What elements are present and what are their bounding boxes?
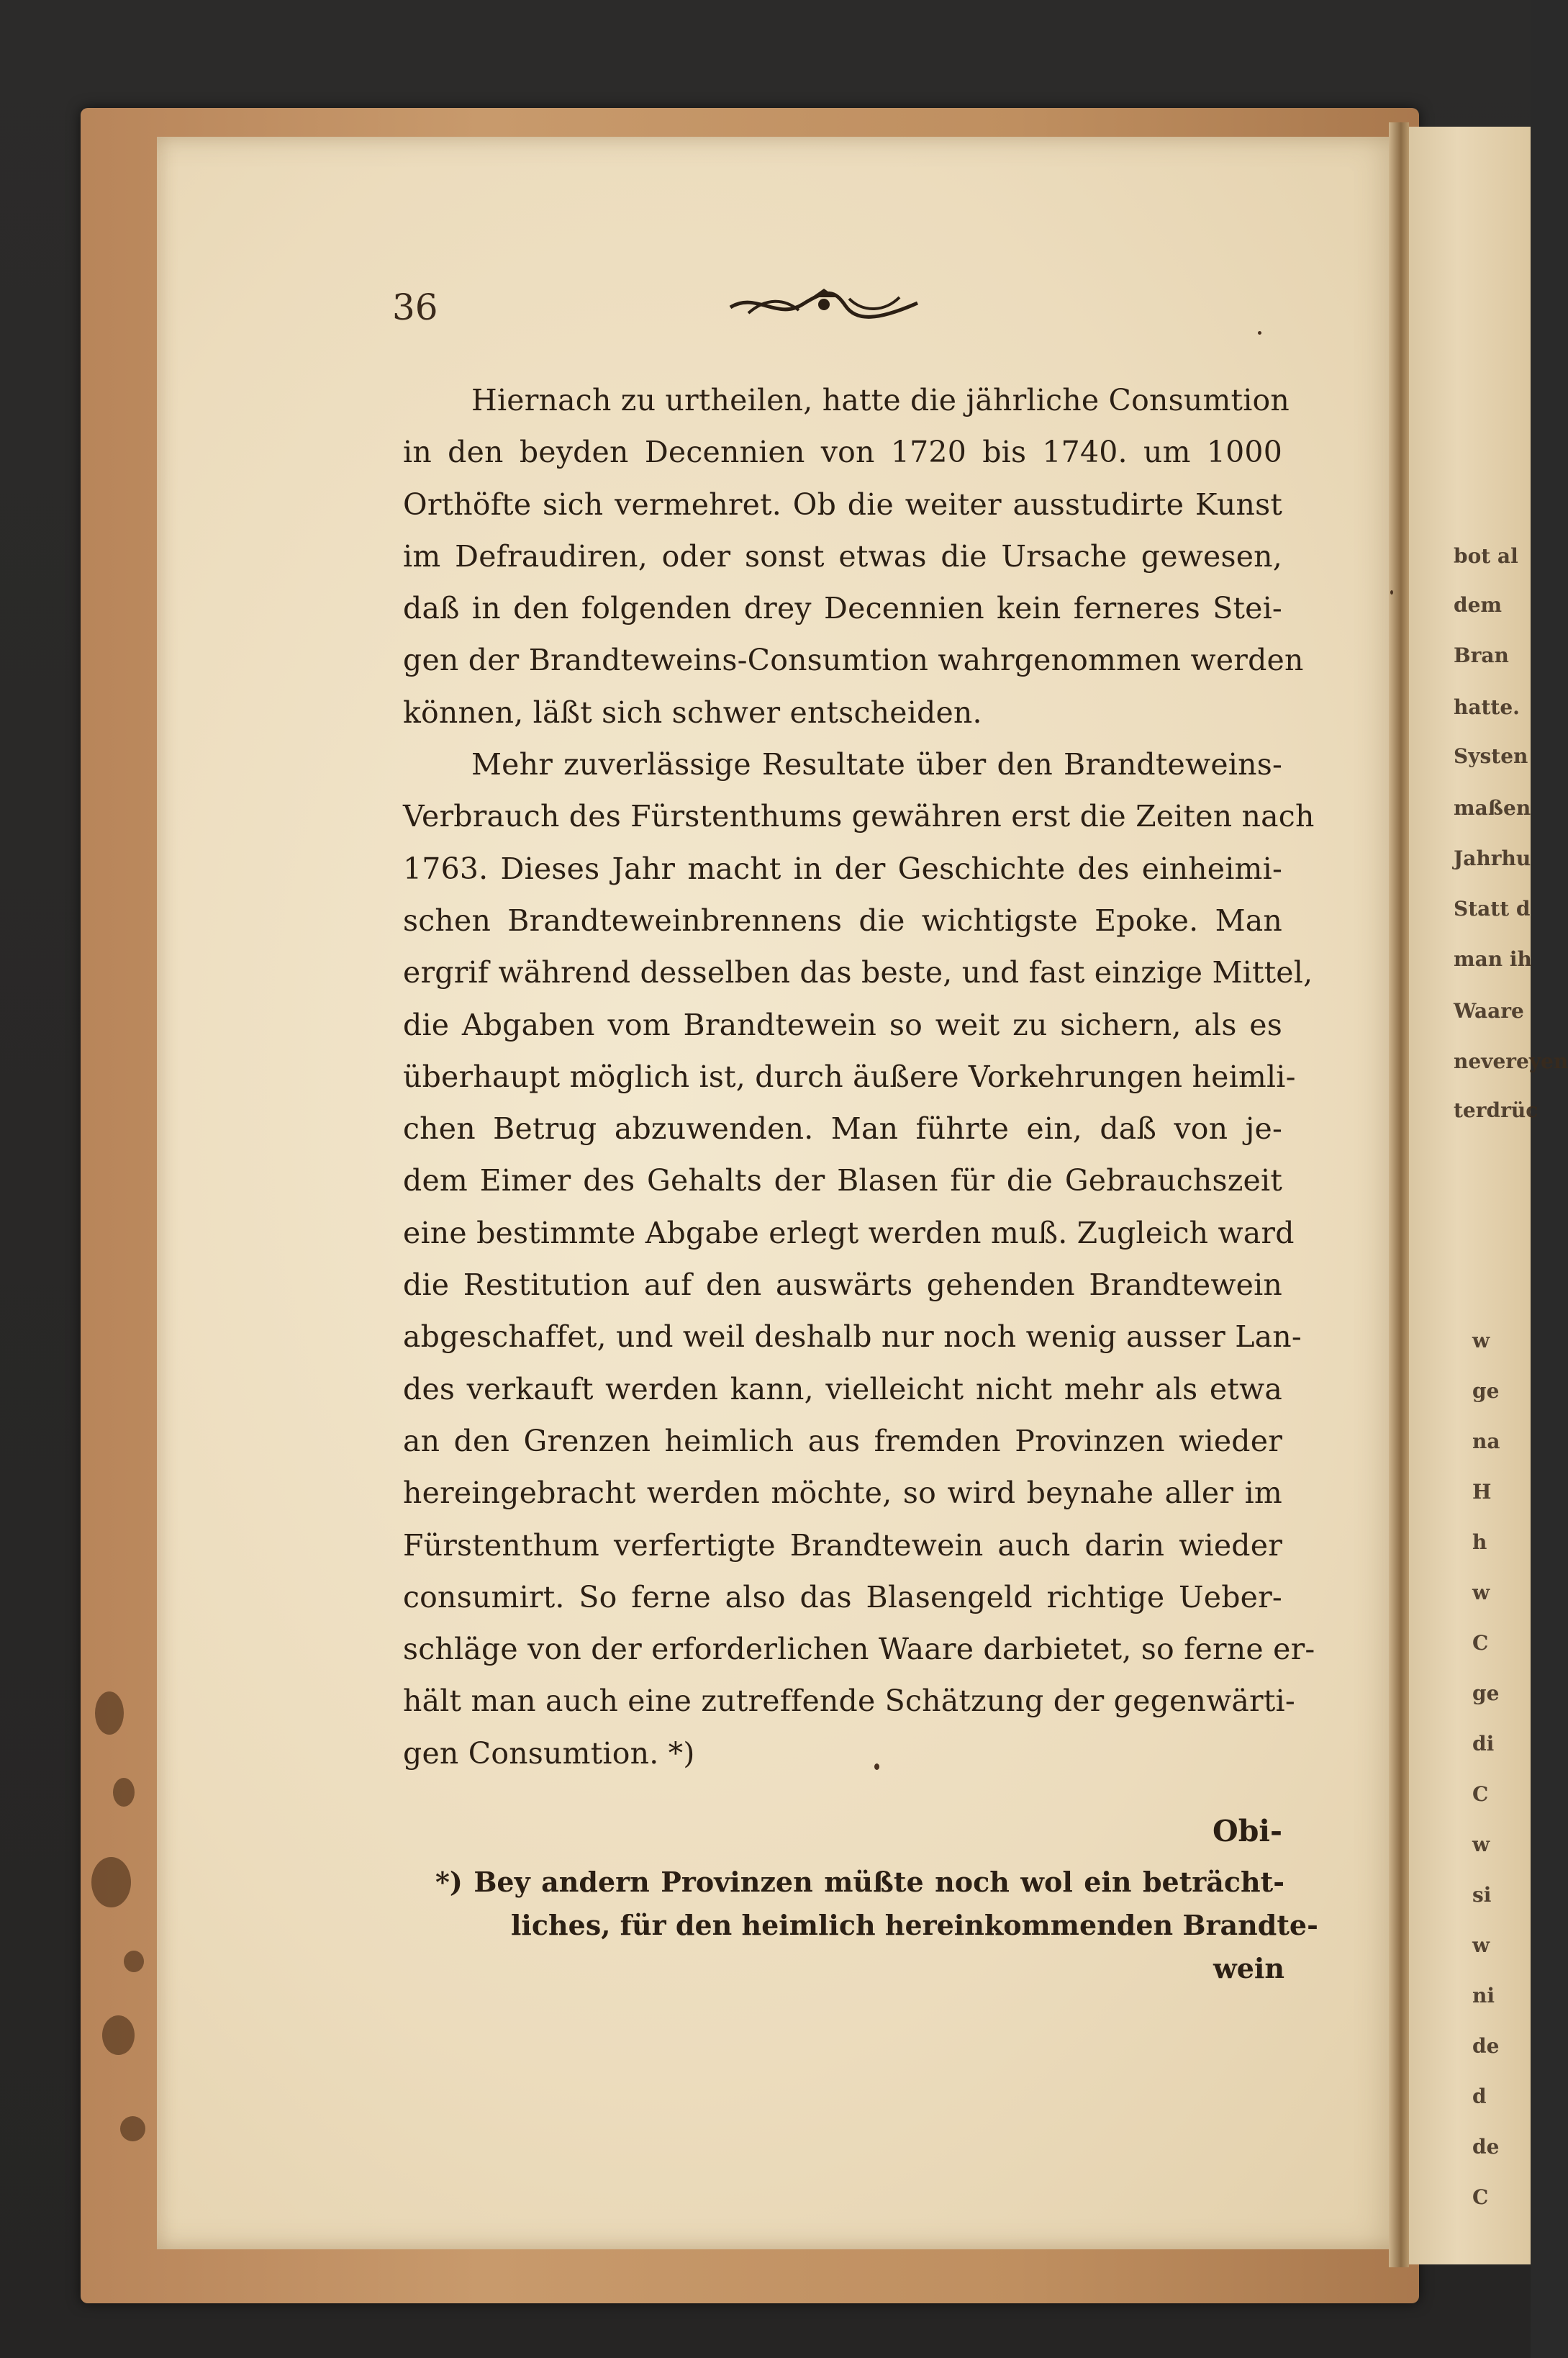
facing-page-fragment: Statt d [1454, 897, 1531, 921]
text-line: dem Eimer des Gehalts der Blasen für die Gebrauchszeit [403, 1163, 1282, 1198]
text-line: gen Consumtion. *) [403, 1735, 695, 1771]
facing-page-fragment: w [1472, 1581, 1490, 1604]
facing-page-fragment: de [1472, 2034, 1500, 2058]
facing-page-fragment: maßen [1454, 796, 1531, 820]
text-line: ergrif während desselben das beste, und fast einzige Mittel, [403, 955, 1313, 990]
facing-page-fragment: ge [1472, 1681, 1500, 1705]
text-line: die Abgaben vom Brandtewein so weit zu sichern, als es [403, 1007, 1282, 1042]
text-line: überhaupt möglich ist, durch äußere Vorkehrungen heimli- [403, 1059, 1296, 1094]
facing-page-fragment: Waare [1454, 999, 1524, 1023]
footnote [435, 1861, 1318, 1990]
text-line: die Restitution auf den auswärts gehenden Brandtewein [403, 1268, 1282, 1303]
stain [102, 2015, 135, 2055]
text-line: chen Betrug abzuwenden. Man führte ein, daß von je- [403, 1111, 1282, 1147]
facing-page-fragment: terdrüc [1454, 1098, 1538, 1122]
footnote-line: liches, für den heimlich hereinkommenden Brandte- [511, 1909, 1318, 1941]
footnote-line: *) Bey andern Provinzen müßte noch wol ein beträcht- [435, 1866, 1284, 1898]
facing-page-fragment: w [1472, 1833, 1490, 1856]
facing-page-fragment: si [1472, 1883, 1492, 1907]
book-gutter [1389, 122, 1409, 2267]
text-line: 1763. Dieses Jahr macht in der Geschichte des einheimi- [403, 851, 1282, 886]
page-number: 36 [392, 286, 438, 328]
stain [91, 1857, 131, 1907]
paper-speck [1390, 590, 1393, 595]
text-line: in den beyden Decennien von 1720 bis 1740. um 1000 [403, 435, 1282, 470]
text-line: Orthöfte sich vermehret. Ob die weiter ausstudirte Kunst [403, 487, 1282, 522]
stain [113, 1778, 135, 1807]
facing-page-fragment: C [1472, 1782, 1489, 1806]
text-line: schen Brandteweinbrennens die wichtigste Epoke. Man [403, 903, 1282, 938]
text-line: Mehr zuverlässige Resultate über den Brandteweins- [471, 747, 1282, 782]
stain [124, 1951, 144, 1972]
facing-page-fragment: Systen [1454, 744, 1528, 768]
facing-page-fragment: man ih [1454, 947, 1532, 971]
text-line: schläge von der erforderlichen Waare darbietet, so ferne er- [403, 1632, 1315, 1667]
facing-page-fragment: w [1472, 1329, 1490, 1352]
facing-page-fragment: na [1472, 1429, 1500, 1453]
text-line: daß in den folgenden drey Decennien kein ferneres Stei- [403, 591, 1282, 626]
facing-page-fragment: C [1472, 2185, 1489, 2209]
facing-page-fragment: hatte. [1454, 695, 1520, 719]
facing-page-fragment: C [1472, 1631, 1489, 1655]
text-line: abgeschaffet, und weil deshalb nur noch wenig ausser Lan- [403, 1319, 1302, 1355]
text-line: Hiernach zu urtheilen, hatte die jährliche Consumtion [471, 383, 1290, 417]
facing-page-fragment: dem [1454, 593, 1503, 617]
facing-page-fragment: w [1472, 1933, 1490, 1957]
text-line: Verbrauch des Fürstenthums gewähren erst die Zeiten nach [403, 799, 1315, 834]
catchword: Obi- [1213, 1814, 1282, 1848]
text-line: können, läßt sich schwer entscheiden. [403, 695, 982, 730]
text-line: hält man auch eine zutreffende Schätzung der gegenwärti- [403, 1684, 1295, 1719]
facing-page-fragment: ni [1472, 1984, 1495, 2007]
paper-speck [874, 1763, 879, 1770]
headpiece-ornament-icon [727, 284, 921, 328]
text-line: des verkauft werden kann, vielleicht nicht mehr als etwa [403, 1371, 1282, 1406]
stain [120, 2116, 145, 2141]
facing-page-fragment: de [1472, 2135, 1500, 2159]
facing-page-fragment: nevereyen [1454, 1049, 1568, 1073]
facing-page-fragment: di [1472, 1732, 1495, 1756]
text-line: an den Grenzen heimlich aus fremden Provinzen wieder [403, 1423, 1282, 1458]
facing-page-fragment: Bran [1454, 643, 1509, 667]
facing-page-fragment: h [1472, 1530, 1487, 1554]
facing-page-fragment: ge [1472, 1379, 1500, 1403]
facing-page-fragment: H [1472, 1480, 1492, 1504]
text-line: Fürstenthum verfertigte Brandtewein auch darin wieder [403, 1527, 1282, 1563]
text-line: gen der Brandteweins-Consumtion wahrgenommen werden [403, 643, 1304, 678]
facing-page-fragment: d [1472, 2084, 1487, 2108]
footnote-line: wein [1213, 1952, 1284, 1984]
facing-page-fragment: Jahrhu [1454, 846, 1531, 870]
facing-page-edge [1409, 127, 1568, 2264]
text-line: eine bestimmte Abgabe erlegt werden muß. Zugleich ward [403, 1215, 1295, 1250]
paper-speck [1258, 331, 1261, 335]
stain [95, 1691, 124, 1735]
text-line: consumirt. So ferne also das Blasengeld richtige Ueber- [403, 1579, 1282, 1614]
text-line: hereingebracht werden möchte, so wird beynahe aller im [403, 1476, 1282, 1511]
facing-page-fragment: bot al [1454, 544, 1518, 568]
main-text-block [403, 374, 1315, 1779]
text-line: im Defraudiren, oder sonst etwas die Ursache gewesen, [403, 538, 1282, 574]
